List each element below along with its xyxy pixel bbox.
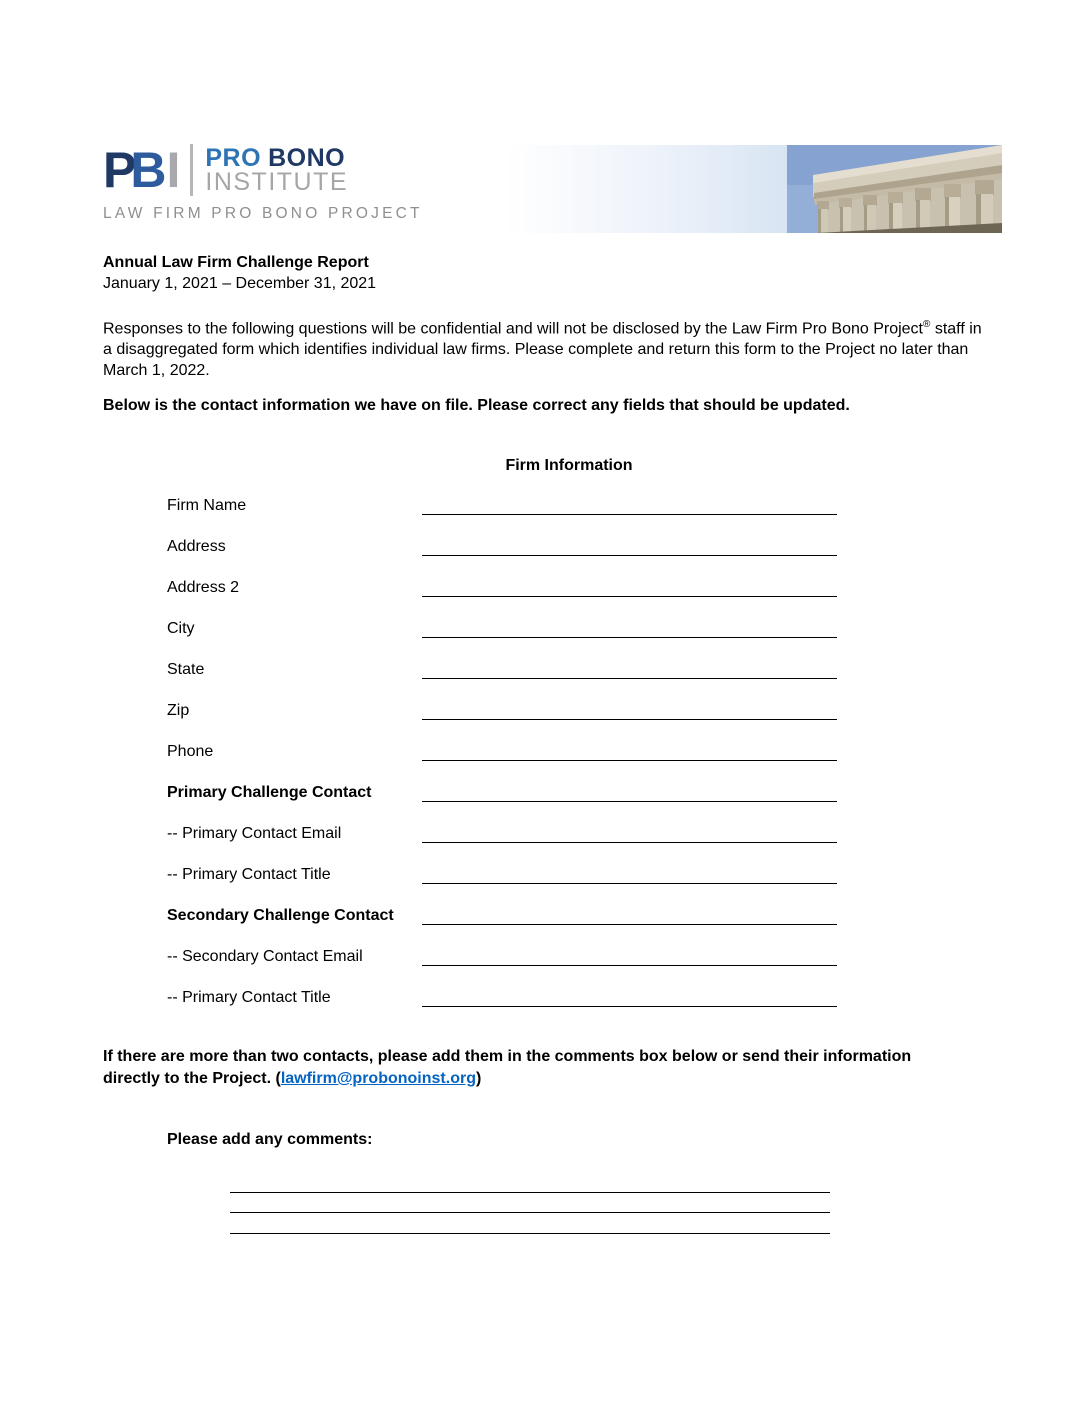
form-row bbox=[167, 576, 837, 617]
comments-line-3[interactable] bbox=[230, 1213, 830, 1234]
logo-word-pro: PRO bbox=[205, 144, 262, 172]
field-line-primary-contact-title[interactable] bbox=[422, 1006, 837, 1007]
form-row bbox=[167, 986, 837, 1027]
field-line-primary-contact-title[interactable] bbox=[422, 883, 837, 884]
pbi-letter-b: B bbox=[130, 142, 165, 198]
pbi-logo bbox=[103, 144, 423, 223]
form-row bbox=[167, 699, 837, 740]
form-row bbox=[167, 863, 837, 904]
logo-divider bbox=[190, 144, 193, 196]
field-line-firm-name[interactable] bbox=[422, 514, 837, 515]
header-banner bbox=[505, 145, 1002, 233]
logo-tagline: LAW FIRM PRO BONO PROJECT bbox=[103, 205, 423, 222]
form-row bbox=[167, 658, 837, 699]
field-label-city: City bbox=[167, 620, 195, 637]
field-line-secondary-challenge-contact[interactable] bbox=[422, 924, 837, 925]
field-label-firm-name: Firm Name bbox=[167, 497, 247, 514]
field-label-primary-challenge-contact: Primary Challenge Contact bbox=[167, 784, 372, 801]
form-row bbox=[167, 740, 837, 781]
note-text-1: If there are more than two contacts, please add them in the comments box below or send their information directly to the Project. ( bbox=[103, 1048, 912, 1087]
firm-information-heading: Firm Information bbox=[505, 457, 633, 474]
form-row bbox=[167, 822, 837, 863]
field-line-phone[interactable] bbox=[422, 760, 837, 761]
intro-text-1: Responses to the following questions will be confidential and will not be disclosed by the Law Firm Pro Bono Project bbox=[103, 320, 923, 338]
supreme-court-photo bbox=[787, 145, 1002, 233]
form-rows bbox=[167, 494, 837, 1027]
form-row bbox=[167, 945, 837, 986]
field-label-secondary-challenge-contact: Secondary Challenge Contact bbox=[167, 907, 394, 924]
field-label-primary-contact-email: -- Primary Contact Email bbox=[167, 825, 342, 842]
field-line-state[interactable] bbox=[422, 678, 837, 679]
field-line-secondary-contact-email[interactable] bbox=[422, 965, 837, 966]
document-title: Annual Law Firm Challenge Report bbox=[103, 254, 369, 271]
report-date-range: January 1, 2021 – December 31, 2021 bbox=[103, 275, 377, 292]
field-line-primary-contact-email[interactable] bbox=[422, 842, 837, 843]
field-label-phone: Phone bbox=[167, 743, 214, 760]
form-row bbox=[167, 494, 837, 535]
comments-label: Please add any comments: bbox=[167, 1131, 373, 1148]
field-label-state: State bbox=[167, 661, 205, 678]
field-label-zip: Zip bbox=[167, 702, 190, 719]
pbi-acronym bbox=[103, 142, 179, 198]
comments-line-1[interactable] bbox=[230, 1172, 830, 1193]
logo-word-bono: BONO bbox=[268, 144, 346, 172]
lawfirm-email-link[interactable]: lawfirm@probonoinst.org bbox=[280, 1070, 476, 1087]
comments-line-2[interactable] bbox=[230, 1193, 830, 1214]
field-label-address-2: Address 2 bbox=[167, 579, 240, 596]
field-label-address: Address bbox=[167, 538, 226, 555]
update-instruction: Below is the contact information we have on file. Please correct any fields that should be updated. bbox=[103, 397, 850, 414]
logo-word-institute: INSTITUTE bbox=[205, 168, 349, 196]
form-row bbox=[167, 781, 837, 822]
pbi-letter-i: I bbox=[166, 142, 179, 198]
form-row bbox=[167, 535, 837, 576]
pbi-letter-p: P bbox=[103, 142, 135, 198]
field-label-primary-contact-title: -- Primary Contact Title bbox=[167, 866, 331, 883]
form-row bbox=[167, 617, 837, 658]
field-line-city[interactable] bbox=[422, 637, 837, 638]
field-line-address[interactable] bbox=[422, 555, 837, 556]
form-row bbox=[167, 904, 837, 945]
field-line-zip[interactable] bbox=[422, 719, 837, 720]
field-label-primary-contact-title: -- Primary Contact Title bbox=[167, 989, 331, 1006]
intro-paragraph bbox=[103, 314, 993, 381]
note-text-2: ) bbox=[475, 1070, 482, 1087]
field-line-primary-challenge-contact[interactable] bbox=[422, 801, 837, 802]
registered-mark: ® bbox=[923, 319, 931, 330]
comments-box[interactable] bbox=[230, 1172, 830, 1234]
field-label-secondary-contact-email: -- Secondary Contact Email bbox=[167, 948, 363, 965]
field-line-address-2[interactable] bbox=[422, 596, 837, 597]
additional-contacts-note bbox=[103, 1046, 933, 1090]
intro-text-2: staff in a disaggregated form which identifies individual law firms. Please complete and return this form to the Project no later than March 1, 2022. bbox=[103, 320, 982, 380]
